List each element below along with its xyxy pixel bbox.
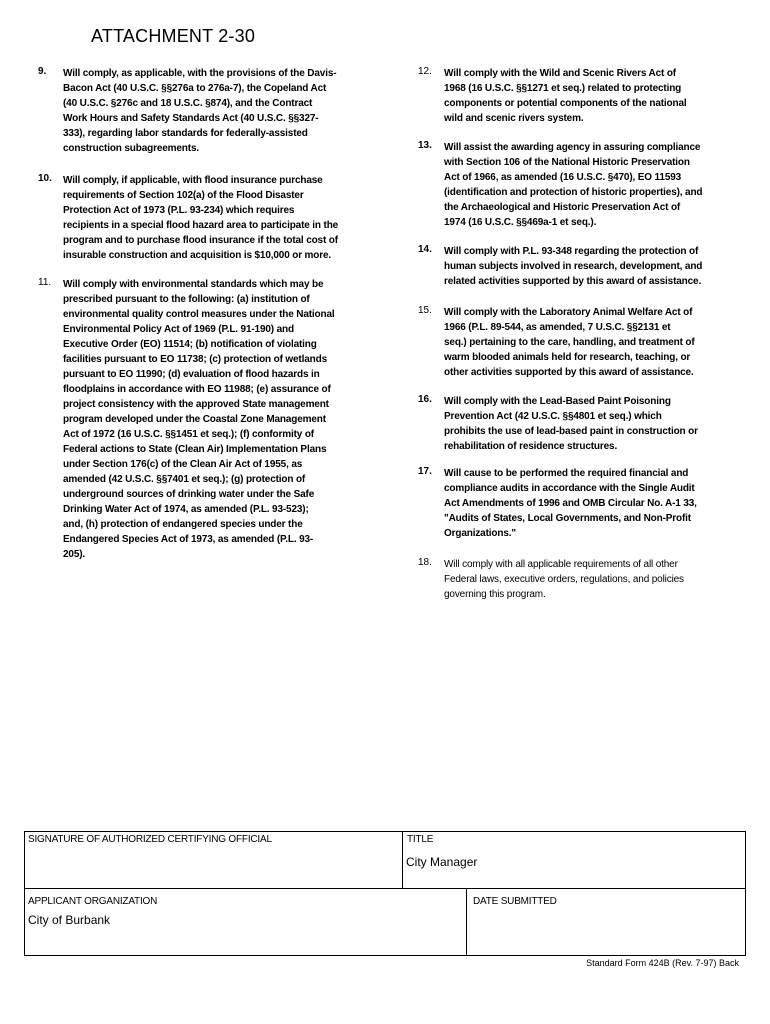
item-number: 16. bbox=[418, 394, 432, 405]
item-number: 11. bbox=[38, 277, 52, 288]
item-text: Will cause to be performed the required financial and compliance audits in accordance with the Single Audit Act Amendments of 1996 and OMB Circular No. A-1 33, "Audits of States, Local Governments, and Non-Profit Organizations." bbox=[444, 468, 697, 539]
item-text: Will comply, as applicable, with the provisions of the Davis- Bacon Act (40 U.S.C. §§276a to 276a-7), the Copeland Act (40 U.S.C. §276c and 18 U.S.C. §874), and the Contract Work Hours and Safety Standards Act (40 U.S.C. §§327- 333), regarding labor standards for federally-assisted construction subagreements. bbox=[63, 68, 337, 154]
item-text: Will assist the awarding agency in assuring compliance with Section 106 of the National Historic Preservation Act of 1966, as amended (16 U.S.C. §470), EO 11593 (identification and protection of historic properties), and the Archaeological and Historic Preservation Act of 1974 (16 U.S.C. §§469a-1 et seq.). bbox=[444, 142, 703, 228]
item-number: 9. bbox=[38, 66, 47, 77]
page-title: ATTACHMENT 2-30 bbox=[91, 26, 256, 46]
title-field[interactable] bbox=[403, 832, 745, 888]
date-submitted-label: DATE SUBMITTED bbox=[473, 896, 557, 907]
item-text: Will comply with all applicable requirements of all other Federal laws, executive orders, regulations, and policies governing this program. bbox=[444, 559, 684, 600]
title-value: City Manager bbox=[406, 855, 478, 869]
signature-block bbox=[24, 831, 746, 956]
organization-value: City of Burbank bbox=[28, 913, 111, 927]
organization-field[interactable] bbox=[25, 889, 466, 955]
organization-label: APPLICANT ORGANIZATION bbox=[28, 896, 158, 907]
item-number: 12. bbox=[418, 66, 432, 77]
item-text: Will comply with P.L. 93-348 regarding the protection of human subjects involved in research, development, and related activities supported by this award of assistance. bbox=[444, 246, 703, 287]
form-identifier: Standard Form 424B (Rev. 7-97) Back bbox=[586, 958, 739, 968]
item-number: 10. bbox=[38, 173, 52, 184]
item-text: Will comply with environmental standards which may be prescribed pursuant to the following: (a) institution of environmental quality control measures under the National Environmental Policy Act of 1969 (P.L. 91-190) and Executive Order (EO) 11514; (b) notification of violating facilities pursuant to EO 11738; (c) protection of wetlands pursuant to EO 11990; (d) evaluation of flood hazards in floodplains in accordance with EO 11988; (e) assurance of project consistency with the approved State management program developed under the Coastal Zone Management Act of 1972 (16 U.S.C. §§1451 et seq.); (f) conformity of Federal actions to State (Clean Air) Implementation Plans under Section 176(c) of the Clean Air Act of 1955, as amended (42 U.S.C. §§7401 et seq.); (g) protection of underground sources of drinking water under the Safe Drinking Water Act of 1974, as amended (P.L. 93-523); and, (h) protection of endangered species under the Endangered Species Act of 1973, as amended (P.L. 93- 205). bbox=[63, 279, 335, 560]
signature-field[interactable] bbox=[25, 832, 402, 888]
item-number: 17. bbox=[418, 466, 432, 477]
date-submitted-field[interactable] bbox=[467, 889, 745, 955]
item-text: Will comply with the Lead-Based Paint Poisoning Prevention Act (42 U.S.C. §§4801 et seq.) which prohibits the use of lead-based paint in construction or rehabilitation of residence structures. bbox=[444, 396, 698, 452]
item-text: Will comply with the Laboratory Animal Welfare Act of 1966 (P.L. 89-544, as amended, 7 U.S.C. §§2131 et seq.) pertaining to the care, handling, and treatment of warm blooded animals held for research, teaching, or other activities supported by this award of assistance. bbox=[444, 307, 695, 378]
item-text: Will comply, if applicable, with flood insurance purchase requirements of Section 102(a) of the Flood Disaster Protection Act of 1973 (P.L. 93-234) which requires recipients in a special flood hazard area to participate in the program and to purchase flood insurance if the total cost of insurable construction and acquisition is $10,000 or more. bbox=[63, 175, 339, 261]
title-label: TITLE bbox=[407, 834, 434, 845]
item-text: Will comply with the Wild and Scenic Rivers Act of 1968 (16 U.S.C. §§1271 et seq.) related to protecting components or potential components of the national wild and scenic rivers system. bbox=[444, 68, 687, 124]
signature-label: SIGNATURE OF AUTHORIZED CERTIFYING OFFICIAL bbox=[28, 834, 272, 845]
item-number: 14. bbox=[418, 244, 432, 255]
item-number: 15. bbox=[418, 305, 432, 316]
item-number: 13. bbox=[418, 140, 432, 151]
item-number: 18. bbox=[418, 557, 432, 568]
